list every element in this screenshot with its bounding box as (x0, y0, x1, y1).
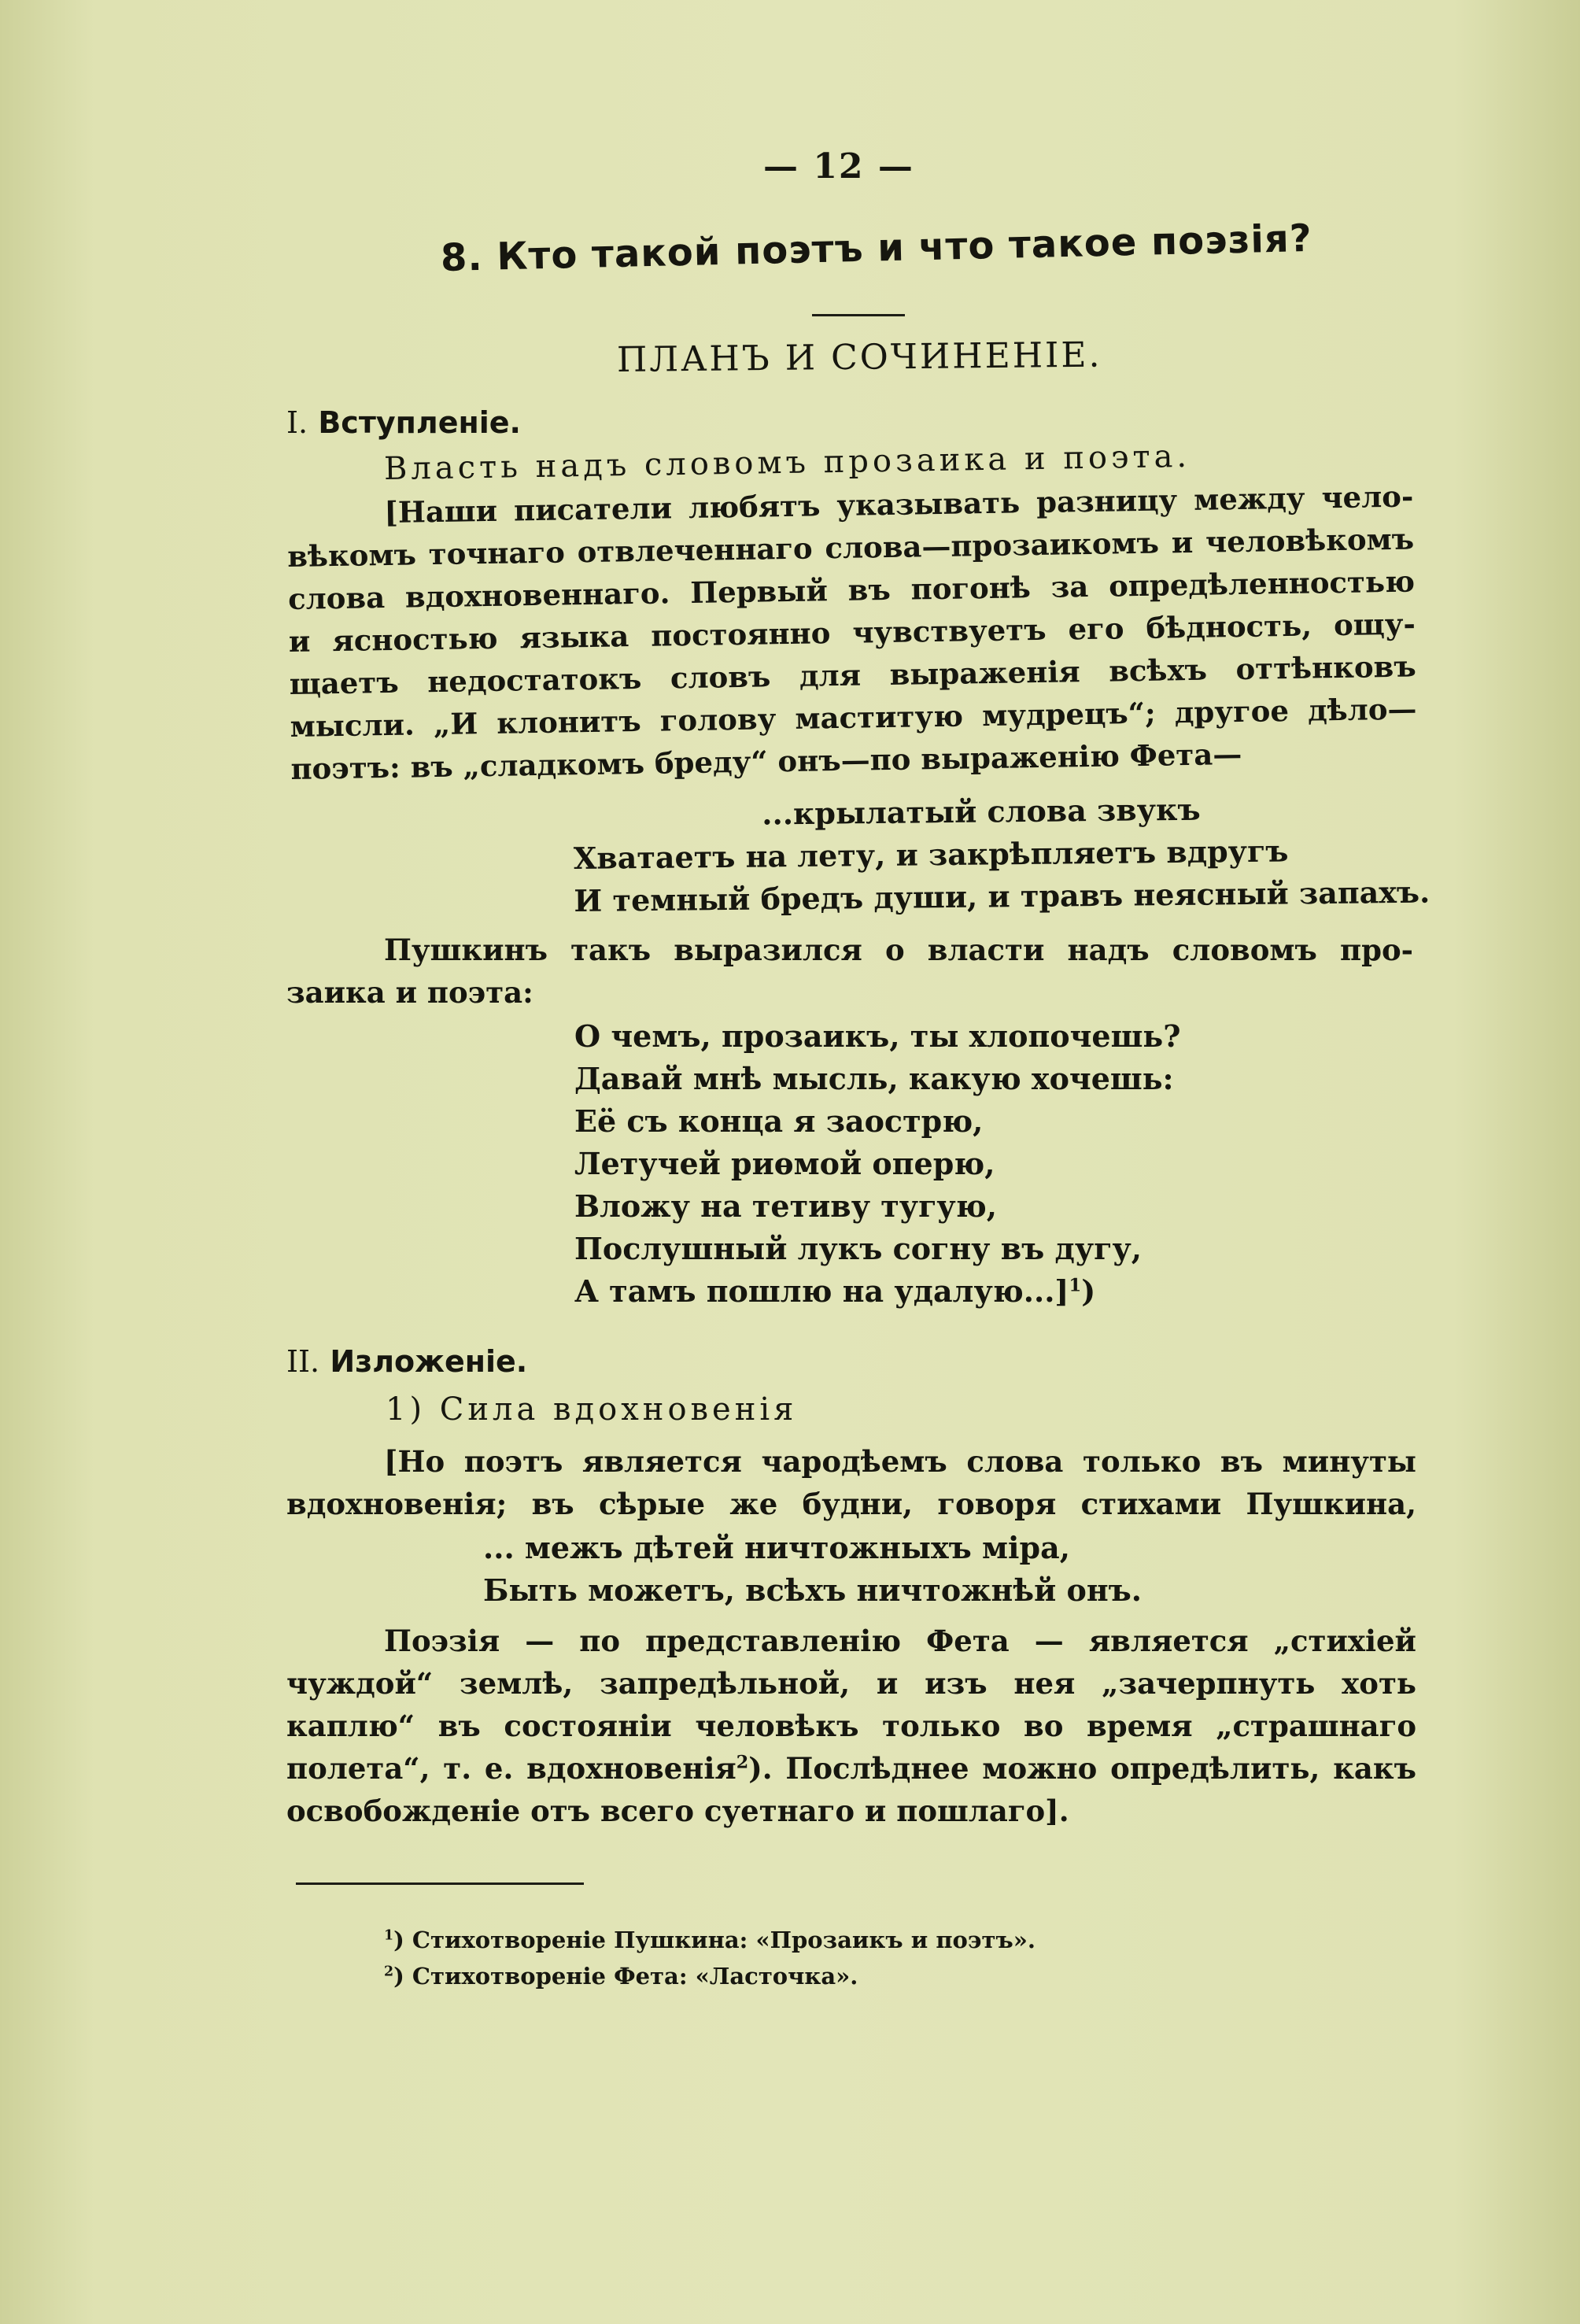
section-title: Вступленіе. (318, 405, 521, 440)
text-line: щаетъ недостатокъ словъ для выраженія всѣхъ оттѣнковъ (289, 648, 1416, 701)
text-line: освобожденіе отъ всего суетнаго и пошлаго]. (286, 1794, 1069, 1828)
pushkin-verse-quote-2 (483, 1527, 1142, 1612)
section-title: Изложеніе. (330, 1344, 528, 1379)
verse-line: И темный бредъ души, и травъ неясный запахъ. (574, 874, 1430, 918)
verse-line (574, 1270, 1180, 1313)
footnote-mark: 1 (384, 1927, 394, 1944)
text-line: мысли. „И клонитъ голову маститую мудрецъ“; другое дѣло— (290, 691, 1417, 744)
section-number: II. (286, 1344, 320, 1379)
fet-verse-quote (573, 786, 1430, 922)
verse-line: О чемъ, прозаикъ, ты хлопочешь? (574, 1018, 1181, 1054)
text-segment: полета“, т. е. вдохновенія (286, 1751, 736, 1786)
footnote-text: ) Стихотвореніе Фета: «Ласточка». (393, 1963, 858, 1990)
text-line: заика и поэта: (286, 975, 533, 1010)
text-line: слова вдохновеннаго. Первый въ погонѣ за опредѣленностью (287, 563, 1416, 616)
text-line: [Но поэтъ является чародѣемъ слова только въ минуты (384, 1444, 1416, 1479)
footnote-mark: 2 (384, 1964, 394, 1980)
fet-poetry-paragraph (286, 1620, 1416, 1832)
verse-line: ... межъ дѣтей ничтожныхъ міра, (483, 1530, 1070, 1565)
footnotes (384, 1922, 1035, 1994)
verse-line: Давай мнѣ мысль, какую хочешь: (574, 1061, 1174, 1096)
subsection-heading: 1) Сила вдохновенія (386, 1391, 798, 1428)
verse-line: Хватаетъ на лету, и закрѣпляетъ вдругъ (573, 833, 1289, 876)
section-heading-2 (286, 1344, 527, 1379)
title-divider (812, 314, 905, 316)
page-title: 8. Кто такой поэтъ и что такое поэзія? (440, 216, 1313, 280)
thesis-line: Власть надъ словомъ прозаика и поэта. (383, 438, 1191, 487)
inspiration-paragraph (286, 1440, 1416, 1525)
section-heading-1 (286, 405, 521, 440)
verse-line: ...крылатый слова звукъ (762, 791, 1201, 832)
pushkin-intro-paragraph (286, 929, 1413, 1014)
subtitle: ПЛАНЪ И СОЧИНЕНІЕ. (616, 334, 1102, 380)
text-line: чуждой“ землѣ, запредѣльной, и изъ нея „зачерпнуть хоть (286, 1666, 1416, 1701)
pushkin-verse-quote (574, 1015, 1180, 1313)
text-line: поэтъ: въ „сладкомъ бреду“ онъ—по выраженію Фета— (290, 736, 1242, 786)
footnote-ref: 2 (736, 1752, 749, 1773)
verse-line: Послушный лукъ согну въ дугу, (574, 1231, 1142, 1266)
footnote-divider (296, 1882, 584, 1885)
verse-line: Её съ конца я заострю, (574, 1103, 984, 1139)
verse-line: Быть можетъ, всѣхъ ничтожнѣй онъ. (483, 1572, 1143, 1608)
text-segment: ). Послѣднее можно опредѣлить, какъ (748, 1751, 1416, 1786)
text-line: вѣкомъ точнаго отвлеченнаго слова—прозаикомъ и человѣкомъ (286, 521, 1415, 574)
text-line: вдохновенія; въ сѣрые же будни, говоря стихами Пушкина, (286, 1487, 1416, 1521)
footnote (384, 1958, 1035, 1994)
text-line (286, 1747, 1416, 1790)
page-number: — 12 — (763, 146, 914, 187)
text-line: [Наши писатели любятъ указывать разницу между чело- (384, 478, 1414, 530)
section-number: I. (286, 405, 308, 440)
text-line: Поэзія — по представленію Фета — является „стихіей (384, 1624, 1416, 1658)
text-line: и ясностью языка постоянно чувствуетъ его бѣдность, ощу- (288, 606, 1416, 659)
verse-line: Вложу на тетиву тугую, (574, 1188, 997, 1224)
footnote-ref: 1 (1069, 1275, 1082, 1296)
verse-line: Летучей риѳмой оперю, (574, 1146, 995, 1181)
text-line: Пушкинъ такъ выразился о власти надъ словомъ про- (384, 933, 1413, 967)
footnote-text: ) Стихотвореніе Пушкина: «Прозаикъ и поэтъ». (393, 1927, 1035, 1953)
verse-text: А тамъ пошлю на удалую...] (574, 1273, 1069, 1309)
intro-paragraph (286, 475, 1418, 790)
footnote (384, 1922, 1035, 1958)
footnote-ref-paren: ) (1081, 1273, 1096, 1309)
text-line: каплю“ въ состояніи человѣкъ только во время „страшнаго (286, 1709, 1416, 1743)
